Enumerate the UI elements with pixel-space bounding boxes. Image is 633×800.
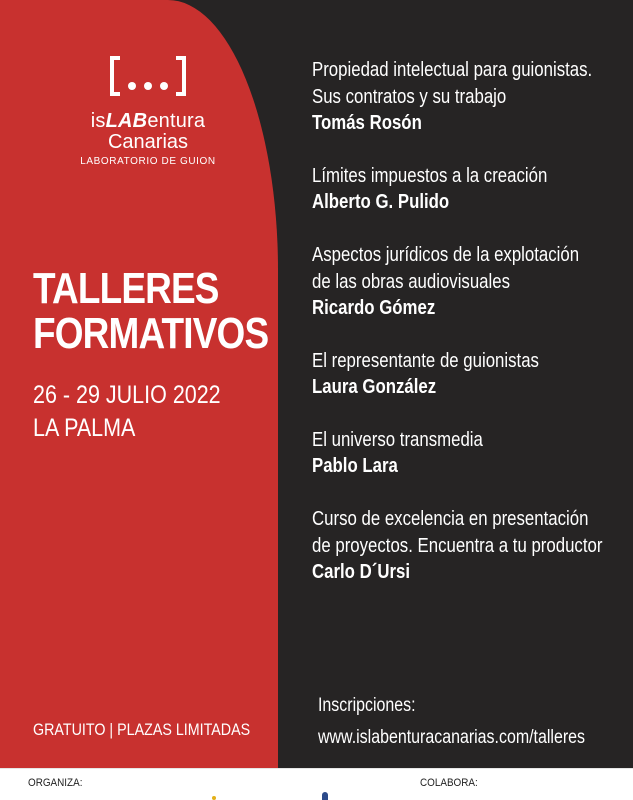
registration-url[interactable]: www.islabenturacanarias.com/talleres [318, 727, 586, 748]
workshop-speaker: Alberto G. Pulido [312, 191, 450, 213]
workshop-item [312, 427, 631, 479]
registration-label: Inscripciones: [318, 695, 416, 716]
workshop-item [312, 57, 631, 136]
event-title [33, 266, 268, 356]
workshop-title: Curso de excelencia en presentación de proyectos. Encuentra a tu productor [312, 508, 603, 557]
workshop-title: Límites impuestos a la creación [312, 165, 548, 187]
registration [318, 690, 633, 754]
workshop-list [312, 57, 633, 612]
organiza-label: ORGANIZA: [28, 777, 83, 789]
workshop-item [312, 242, 631, 321]
workshop-item [312, 163, 631, 215]
islabentura-logo [58, 52, 238, 167]
workshop-speaker: Pablo Lara [312, 455, 398, 477]
colabora-label: COLABORA: [420, 777, 478, 789]
workshop-speaker: Carlo D´Ursi [312, 561, 411, 583]
logo-subtitle: LABORATORIO DE GUION [80, 156, 216, 167]
title-line-1: TALLERES [33, 264, 219, 313]
event-place: LA PALMA [33, 414, 136, 442]
workshop-speaker: Laura González [312, 376, 437, 398]
footer [0, 768, 633, 800]
workshop-item [312, 506, 631, 585]
free-note: GRATUITO | PLAZAS LIMITADAS [33, 720, 251, 739]
workshop-title: El representante de guionistas [312, 350, 539, 372]
footer-divider [0, 768, 633, 769]
workshop-speaker: Tomás Rosón [312, 112, 422, 134]
workshop-title: El universo transmedia [312, 429, 483, 451]
title-line-2: FORMATIVOS [33, 309, 269, 358]
workshop-title: Propiedad intelectual para guionistas. Sus contratos y su trabajo [312, 59, 593, 108]
organizer-logo [212, 796, 216, 800]
logo-region: Canarias [107, 131, 189, 153]
bracket-dots-icon [58, 52, 238, 100]
workshop-item [312, 348, 631, 400]
logo-wordmark: isLABentura [90, 110, 206, 132]
government-crest-icon [322, 792, 328, 800]
workshop-speaker: Ricardo Gómez [312, 297, 436, 319]
workshop-title: Aspectos jurídicos de la explotación de las obras audiovisuales [312, 244, 580, 293]
event-dates: 26 - 29 JULIO 2022 [33, 381, 221, 409]
